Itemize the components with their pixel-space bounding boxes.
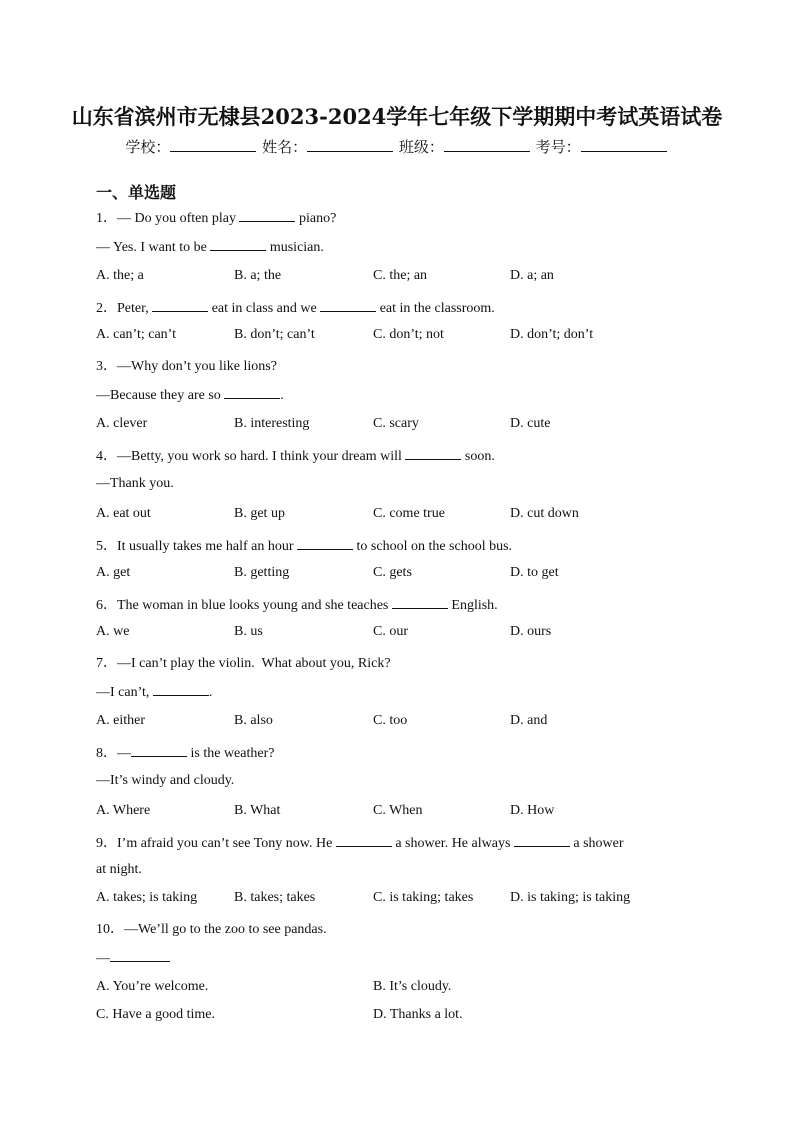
option-b[interactable]: B. interesting: [234, 416, 310, 431]
option-a[interactable]: A. Where: [96, 803, 151, 818]
option-a[interactable]: A. takes; is taking: [96, 890, 198, 905]
question-7: 7．—I can’t play the violin. What about you, Rick?: [96, 656, 391, 671]
option-c[interactable]: C. Have a good time.: [96, 1007, 215, 1022]
answer-blank[interactable]: [110, 949, 170, 962]
exam-title: 山东省滨州市无棣县2023-2024学年七年级下学期期中考试英语试卷: [71, 104, 723, 129]
option-b[interactable]: B. get up: [234, 506, 285, 521]
question-10-reply: —: [96, 949, 170, 967]
question-10: 10．—We’ll go to the zoo to see pandas.: [96, 922, 327, 937]
question-3: 3．—Why don’t you like lions?: [96, 359, 277, 374]
option-b[interactable]: B. getting: [234, 565, 290, 580]
answer-blank[interactable]: [210, 238, 266, 251]
option-c[interactable]: C. our: [373, 624, 408, 639]
option-a[interactable]: A. eat out: [96, 506, 151, 521]
question-8: 8．— is the weather?: [96, 746, 275, 761]
answer-blank[interactable]: [131, 744, 187, 757]
school-blank[interactable]: [170, 137, 256, 152]
question-9: 9．I’m afraid you can’t see Tony now. He a shower. He always a shower: [96, 836, 624, 851]
answer-blank[interactable]: [152, 299, 208, 312]
option-d[interactable]: D. a; an: [510, 268, 554, 283]
question-1: 1．— Do you often play piano?: [96, 211, 337, 226]
option-d[interactable]: D. Thanks a lot.: [373, 1007, 463, 1022]
name-label: 姓名：: [262, 140, 308, 156]
answer-blank[interactable]: [514, 834, 570, 847]
option-c[interactable]: C. When: [373, 803, 423, 818]
option-c[interactable]: C. don’t; not: [373, 327, 444, 342]
answer-blank[interactable]: [224, 386, 280, 399]
option-a[interactable]: A. get: [96, 565, 131, 580]
question-2: 2．Peter, eat in class and we eat in the classroom.: [96, 301, 495, 316]
option-b[interactable]: B. It’s cloudy.: [373, 979, 452, 994]
option-c[interactable]: C. too: [373, 713, 408, 728]
option-c[interactable]: C. the; an: [373, 268, 428, 283]
class-blank[interactable]: [444, 137, 530, 152]
question-5: 5．It usually takes me half an hour to school on the school bus.: [96, 539, 513, 554]
option-a[interactable]: A. You’re welcome.: [96, 979, 209, 994]
option-b[interactable]: B. a; the: [234, 268, 282, 283]
student-info-line: [0, 136, 794, 157]
school-label: 学校：: [125, 140, 171, 156]
option-a[interactable]: A. can’t; can’t: [96, 327, 176, 342]
option-d[interactable]: D. is taking; is taking: [510, 890, 631, 905]
question-7-reply: —I can’t, .: [96, 685, 213, 700]
option-c[interactable]: C. scary: [373, 416, 419, 431]
number-label: 考号：: [535, 140, 581, 156]
class-label: 班级：: [398, 140, 444, 156]
question-6: 6．The woman in blue looks young and she teaches English.: [96, 598, 498, 613]
answer-blank[interactable]: [320, 299, 376, 312]
option-c[interactable]: C. gets: [373, 565, 412, 580]
option-d[interactable]: D. How: [510, 803, 555, 818]
question-3-reply: —Because they are so .: [96, 388, 284, 403]
question-4-reply: —Thank you.: [96, 476, 174, 491]
name-blank[interactable]: [307, 137, 393, 152]
option-d[interactable]: D. don’t; don’t: [510, 327, 594, 342]
option-b[interactable]: B. also: [234, 713, 273, 728]
answer-blank[interactable]: [297, 537, 353, 550]
option-a[interactable]: A. the; a: [96, 268, 144, 283]
option-c[interactable]: C. come true: [373, 506, 445, 521]
option-a[interactable]: A. either: [96, 713, 145, 728]
option-b[interactable]: B. don’t; can’t: [234, 327, 315, 342]
option-b[interactable]: B. takes; takes: [234, 890, 316, 905]
option-a[interactable]: A. clever: [96, 416, 148, 431]
answer-blank[interactable]: [336, 834, 392, 847]
option-d[interactable]: D. cute: [510, 416, 551, 431]
question-1-reply: — Yes. I want to be musician.: [96, 240, 324, 255]
option-c[interactable]: C. is taking; takes: [373, 890, 474, 905]
option-d[interactable]: D. and: [510, 713, 548, 728]
section-heading: 一、单选题: [96, 183, 177, 202]
question-4: 4．—Betty, you work so hard. I think your dream will soon.: [96, 449, 495, 464]
option-d[interactable]: D. ours: [510, 624, 552, 639]
option-b[interactable]: B. us: [234, 624, 263, 639]
question-8-reply: —It’s windy and cloudy.: [96, 773, 235, 788]
option-a[interactable]: A. we: [96, 624, 130, 639]
option-b[interactable]: B. What: [234, 803, 281, 818]
option-d[interactable]: D. to get: [510, 565, 559, 580]
answer-blank[interactable]: [392, 596, 448, 609]
option-d[interactable]: D. cut down: [510, 506, 579, 521]
question-9-continued: at night.: [96, 862, 142, 877]
number-blank[interactable]: [581, 137, 667, 152]
answer-blank[interactable]: [405, 447, 461, 460]
answer-blank[interactable]: [153, 683, 209, 696]
answer-blank[interactable]: [239, 209, 295, 222]
